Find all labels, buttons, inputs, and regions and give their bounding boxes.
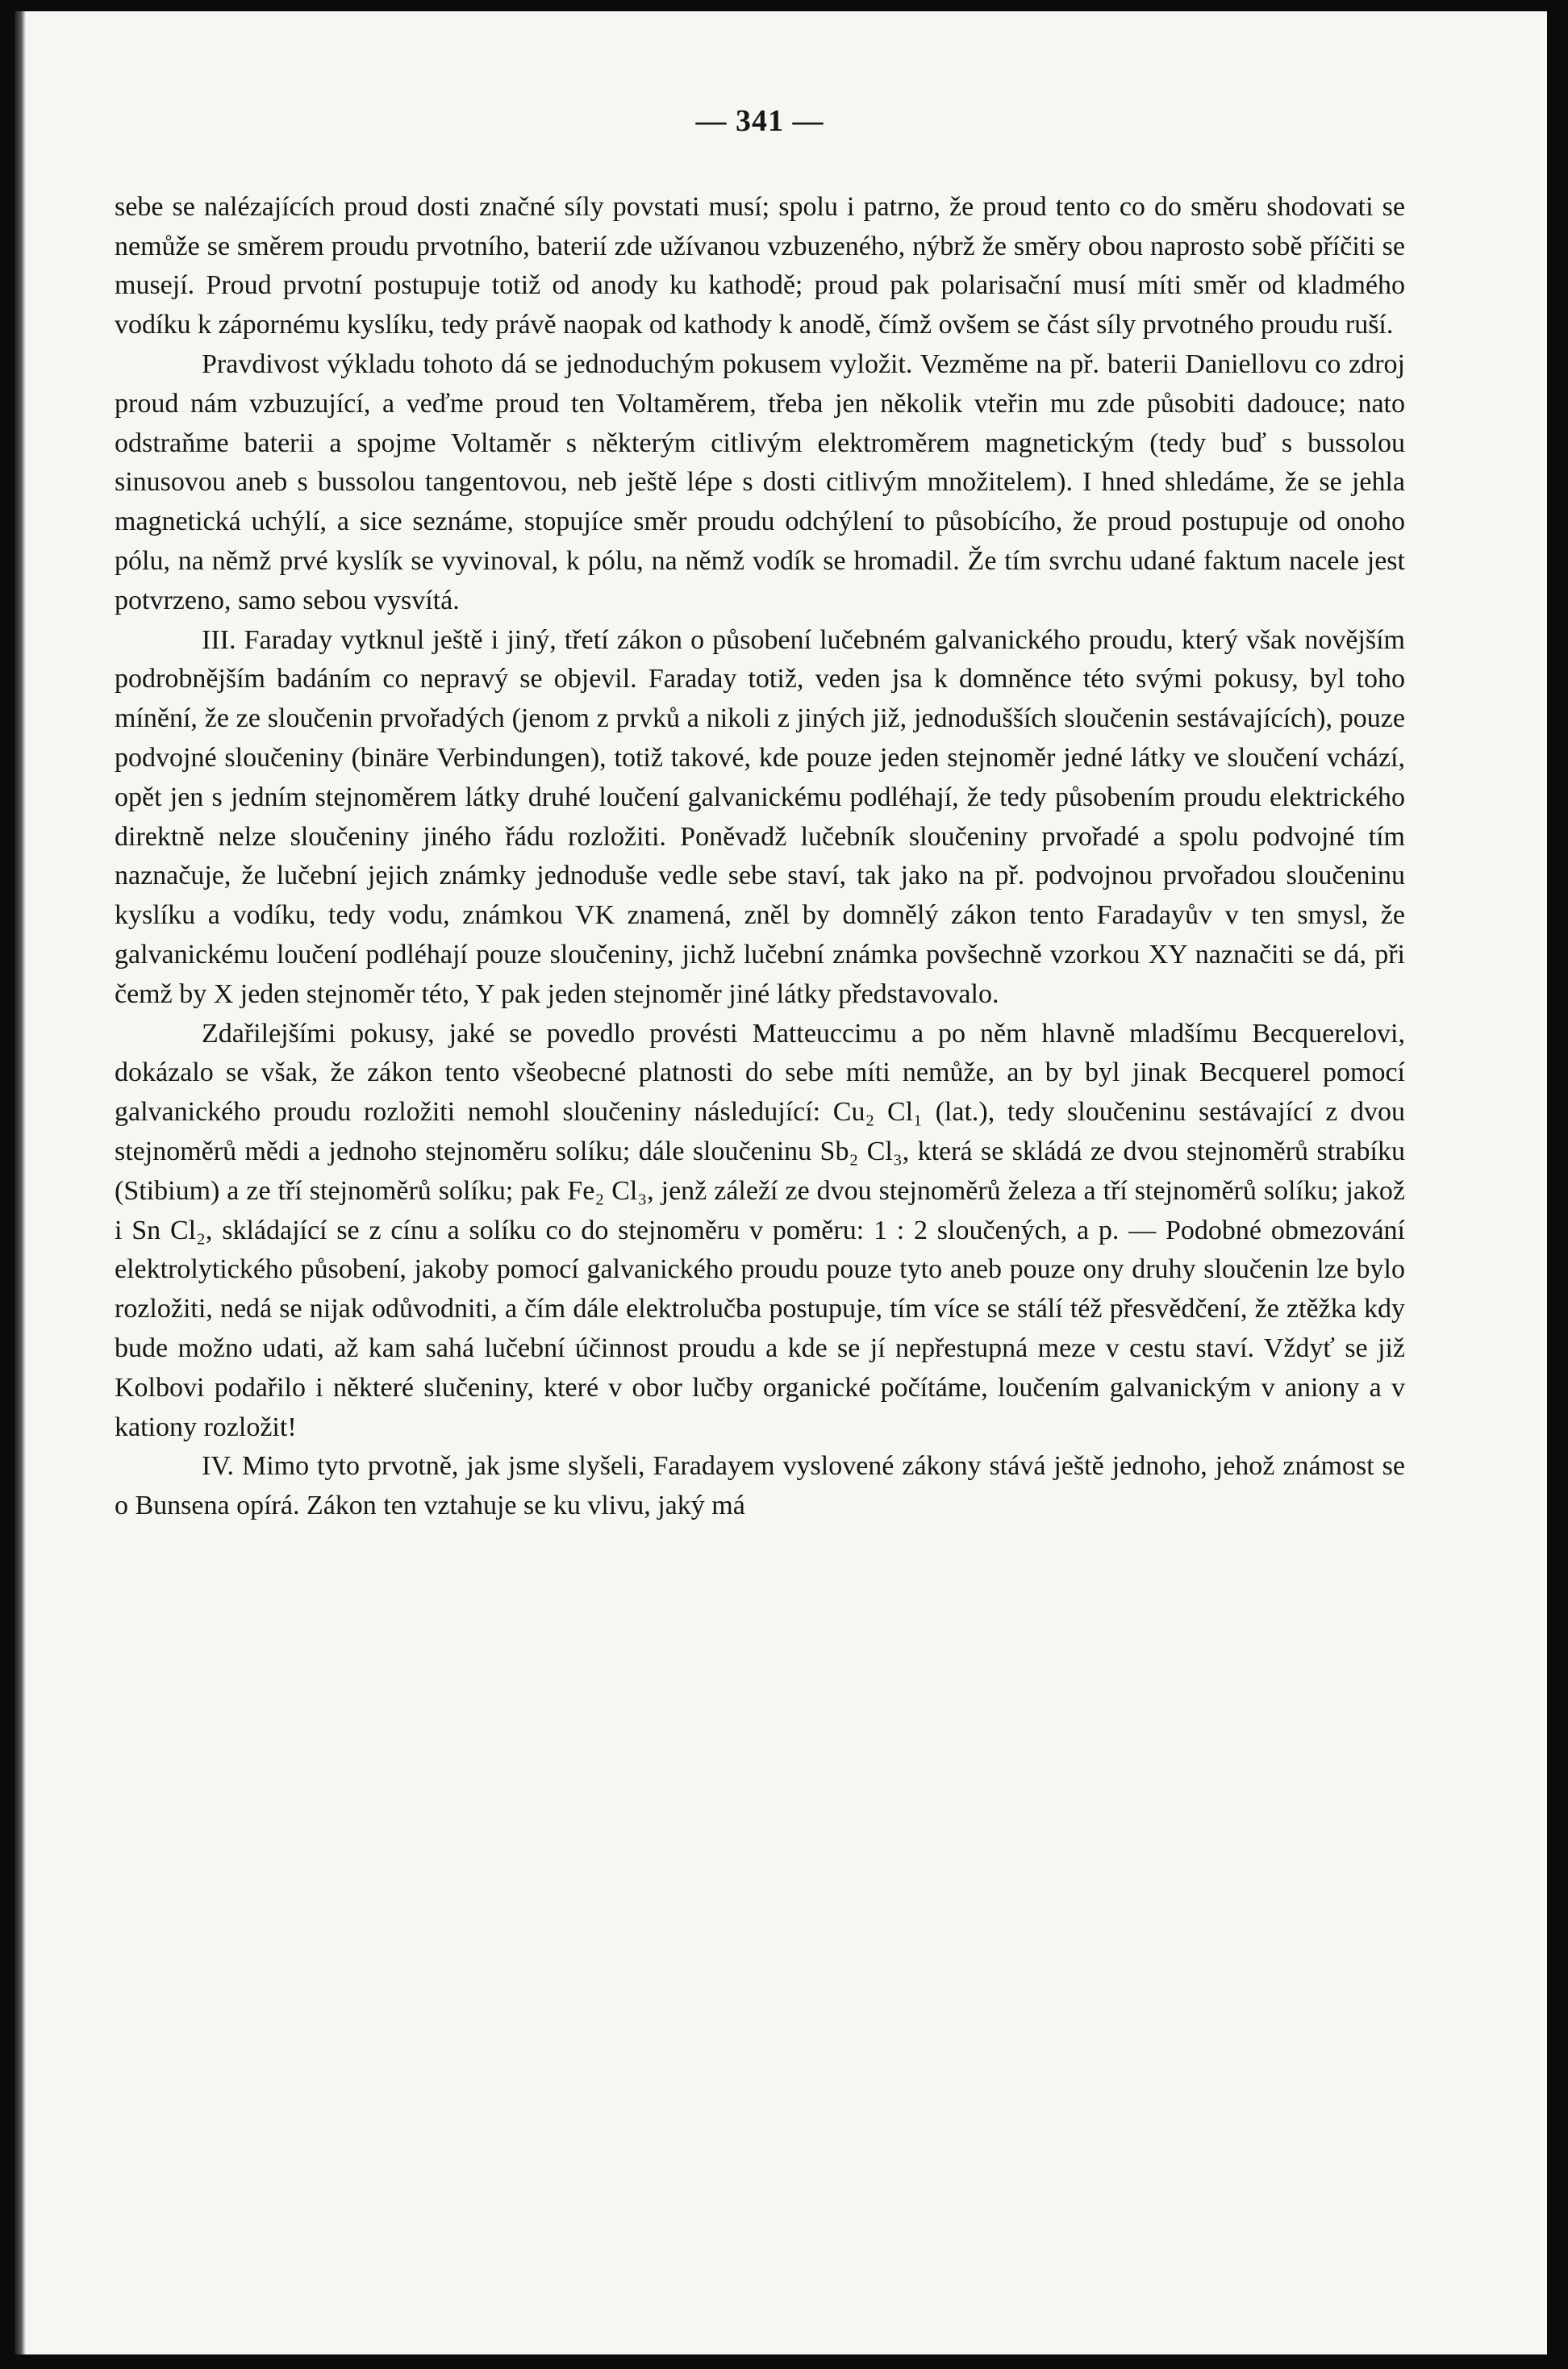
paragraph-1: sebe se nalézajících proud dosti značné síly povstati musí; spolu i patrno, že proud tento co do směru shodovati se nemůže se směrem proudu prvotního, baterií zde užívanou vzbuzeného, nýbrž že směry obou naprosto sobě příčiti se musejí. Proud prvotní postupuje totiž od anody ku kathodě; proud pak polarisační musí míti směr od kladmého vodíku k zápornému kyslíku, tedy právě naopak od kathody k anodě, čímž ovšem se část síly prvotného proudu ruší.: [115, 191, 1405, 340]
paragraph-5: IV. Mimo tyto prvotně, jak jsme slyšeli, Faradayem vyslovené zákony stává ještě jednoho, jehož známost se o Bunsena opírá. Zákon ten vztahuje se ku vlivu, jaký má: [115, 1451, 1405, 1521]
book-page: [15, 11, 1547, 2354]
paragraph-3: III. Faraday vytknul ještě i jiný, třetí zákon o působení lučebném galvanického proudu, který však novějším podrobnějším badáním co nepravý se objevil. Faraday totiž, veden jsa k domněnce této svými pokusy, byl toho mínění, že ze sloučenin prvořadých (jenom z prvků a nikoli z jiných již, jednodušších sloučenin sestávajících), pouze podvojné sloučeniny (binäre Verbindungen), totiž takové, kde pouze jeden stejnoměr jedné látky ve sloučení vchází, opět jen s jedním stejnoměrem látky druhé loučení galvanickému podléhají, že tedy působením proudu elektrického direktně nelze sloučeniny jiného řádu rozložiti. Poněvadž lučebník sloučeniny prvořadé a spolu podvojné tím naznačuje, že lučební jejich známky jednoduše vedle sebe staví, tak jako na př. podvojnou prvořadou sloučeninu kyslíku a vodíku, tedy vodu, známkou VK znamená, zněl by domnělý zákon tento Faradayův v ten smysl, že galvanickému loučení podléhají pouze sloučeniny, jichž lučební známka povšechně vzorkou XY naznačiti se dá, při čemž by X jeden stejnoměr této, Y pak jeden stejnoměr jiné látky představovalo.: [115, 624, 1405, 1009]
page-spine-shadow: [15, 11, 26, 2354]
page-number: — 341 —: [695, 104, 824, 138]
page-content: [115, 102, 1405, 1526]
paragraph-2: Pravdivost výkladu tohoto dá se jednoduchým pokusem vyložit. Vezměme na př. baterii Daniellovu co zdroj proud nám vzbuzující, a veďme proud ten Voltaměrem, třeba jen několik vteřin mu zde působiti dadouce; nato odstraňme baterii a spojme Voltaměr s některým citlivým elektroměrem magnetickým (tedy buď s bussolou sinusovou aneb s bussolou tangentovou, neb ještě lépe s dosti citlivým množitelem). I hned shledáme, že se jehla magnetická uchýlí, a sice seznáme, stopujíce směr proudu odchýlení to působícího, že proud postupuje od onoho pólu, na němž prvé kyslík se vyvinoval, k pólu, na němž vodík se hromadil. Že tím svrchu udané faktum nacele jest potvrzeno, samo sebou vysvítá.: [115, 348, 1405, 615]
paragraph-4: Zdařilejšími pokusy, jaké se povedlo provésti Matteuccimu a po něm hlavně mladšímu Becquerelovi, dokázalo se však, že zákon tento všeobecné platnosti do sebe míti nemůže, an by byl jinak Becquerel pomocí galvanického proudu rozložiti nemohl sloučeniny následující: Cu₂ Cl₁ (lat.), tedy sloučeninu sestávající z dvou stejnoměrů mědi a jednoho stejnoměru solíku; dále sloučeninu Sb₂ Cl₃, která se skládá ze dvou stejnoměrů strabíku (Stibium) a ze tří stejnoměrů solíku; pak Fe₂ Cl₃, jenž záleží ze dvou stejnoměrů železa a tří stejnoměrů solíku; jakož i Sn Cl₂, skládající se z cínu a solíku co do stejnoměru v poměru: 1 : 2 sloučených, a p. — Podobné obmezování elektrolytického působení, jakoby pomocí galvanického proudu pouze tyto aneb pouze ony druhy sloučenin lze bylo rozložiti, nedá se nijak odůvodniti, a čím dále elektrolučba postupuje, tím více se stálí též přesvědčení, že ztěžka kdy bude možno udati, až kam sahá lučební účinnost proudu a kde se jí nepřestupná meze v cestu staví. Vždyť se již Kolbovi podařilo i některé slučeniny, které v obor lučby organické počítáme, loučením galvanickým v aniony a v kationy rozložit!: [115, 1018, 1405, 1442]
